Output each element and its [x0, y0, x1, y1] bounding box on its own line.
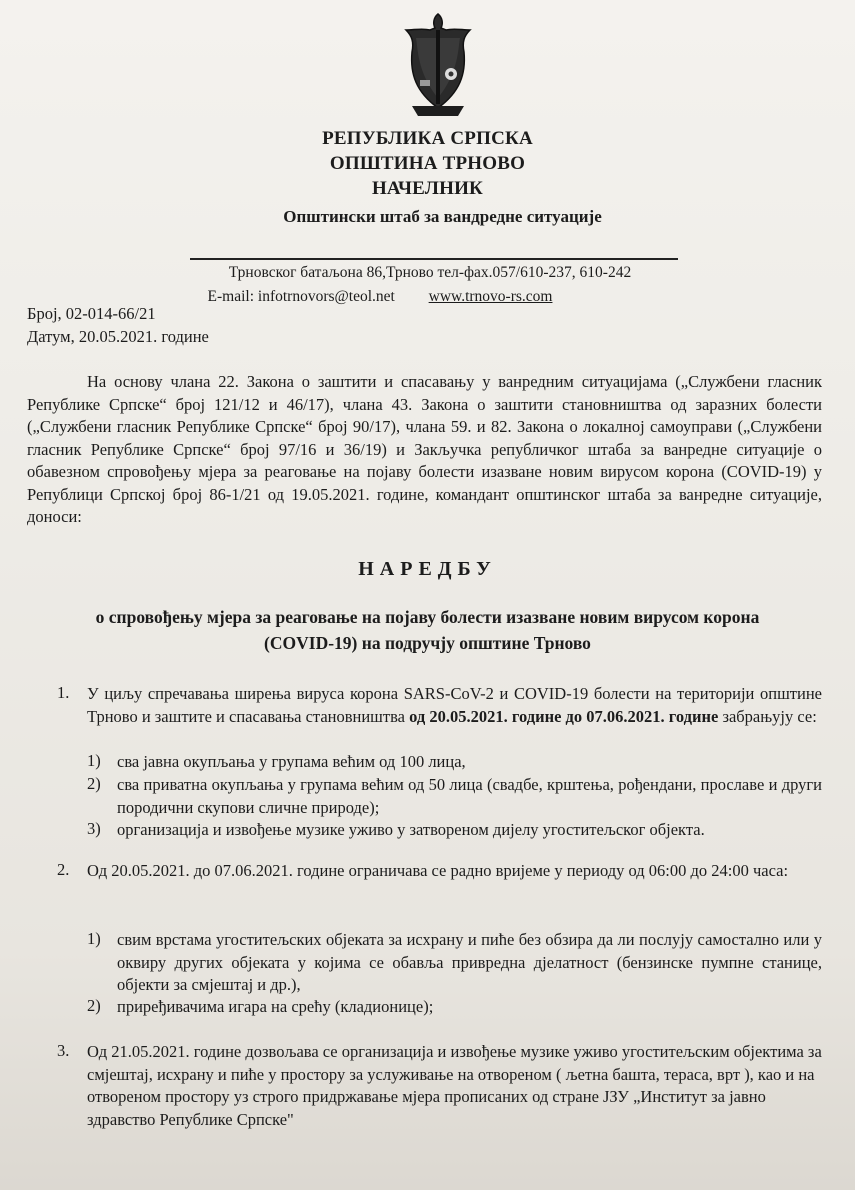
- document-subtitle-line2: (COVID-19) на подручју општине Трново: [264, 633, 591, 653]
- header-municipality: ОПШТИНА ТРНОВО: [329, 153, 526, 174]
- coat-of-arms-icon: [402, 12, 474, 118]
- subitem-number: 1): [87, 751, 101, 770]
- item-number: 3.: [57, 1041, 70, 1060]
- sub-list-item: сва приватна окупљања у групама већим од 50 лица (свадбе, крштења, рођендани, прославе и други породични скупови сличне природе);: [117, 775, 822, 817]
- item-number: 1.: [57, 683, 70, 702]
- document-title: НАРЕДБУ: [358, 558, 497, 580]
- email-link[interactable]: infotrnovors@teol.net: [257, 288, 395, 305]
- sub-list-item: организација и извођење музике уживо у затвореном дијелу угоститељског објекта.: [117, 820, 705, 839]
- header-divider: [190, 258, 678, 260]
- item-number: 2.: [57, 860, 70, 879]
- date-range: од 20.05.2021. године до 07.06.2021. године: [409, 706, 719, 726]
- website-link[interactable]: www.trnovo-rs.com: [428, 288, 553, 305]
- header-republic: РЕПУБЛИКА СРПСКА: [322, 128, 533, 149]
- document-number: Број, 02-014-66/21: [27, 304, 156, 323]
- list-item: Од 21.05.2021. године дозвољава се организација и извођење музике уживо угоститељским објектима за смјештај, исхрану и пиће у простору за услуживање на отвореном ( љетна башта, тераса, врт ), као и на отвореном простору уз строго придржавање мјера прописаних од стране ЈЗУ „Институт за јавно здравство Републике Српске": [87, 1042, 822, 1129]
- sub-list-item: приређивачима игара на срећу (кладионице);: [117, 997, 434, 1016]
- sub-list-item: сва јавна окупљања у групама већим од 100 лица,: [117, 752, 466, 771]
- subitem-number: 2): [87, 996, 101, 1015]
- preamble: На основу члана 22. Закона о заштити и спасавању у ванредним ситуацијама („Службени гласник Републике Српске“ број 121/12 и 46/17), члана 43. Закона о заштити становништва од заразних болести („Службени гласник Републике Српске“ број 90/17), члана 59. и 82. Закона о локалној самоуправи („Службени гласник Републике Српске“ број 97/16 и 36/19) и Закључка републичког штаба за ванредне ситуације о обавезном спровођењу мјера за реаговање на појаву болести изазване новим вирусом корона (COVID-19) у Републици Српској број 86-1/21 од 19.05.2021. године, командант општинског штаба за ванредне ситуације, доноси:: [27, 372, 822, 526]
- email-label: E-mail:: [207, 288, 255, 305]
- header-mayor: НАЧЕЛНИК: [371, 178, 484, 199]
- header-staff: Општински штаб за вандредне ситуације: [283, 207, 602, 226]
- header-address: Трновског батаљона 86,Трново тел-фах.057/610-237, 610-242: [228, 264, 632, 281]
- subitem-number: 2): [87, 774, 101, 793]
- list-item: У циљу спречавања ширења вируса корона SARS-CoV-2 и COVID-19 болести на територији општине Трново и заштите и спасавања становништва од 20.05.2021. године до 07.06.2021. године забрањују се:: [87, 684, 822, 726]
- list-item: Од 20.05.2021. до 07.06.2021. године ограничава се радно вријеме у периоду од 06:00 до 24:00 часа:: [87, 861, 789, 880]
- document-subtitle-line1: о спровођењу мјера за реаговање на појаву болести изазване новим вирусом корона: [95, 607, 760, 627]
- sub-list-item: свим врстама угоститељских објеката за исхрану и пиће без обзира да ли послују самостално или у оквиру других објеката у којима се обавља привредна дјелатност (бензинске пумпне станице, објекти за смјештај и др.),: [117, 930, 822, 994]
- subitem-number: 1): [87, 929, 101, 948]
- document-date: Датум, 20.05.2021. године: [27, 327, 209, 346]
- subitem-number: 3): [87, 819, 101, 838]
